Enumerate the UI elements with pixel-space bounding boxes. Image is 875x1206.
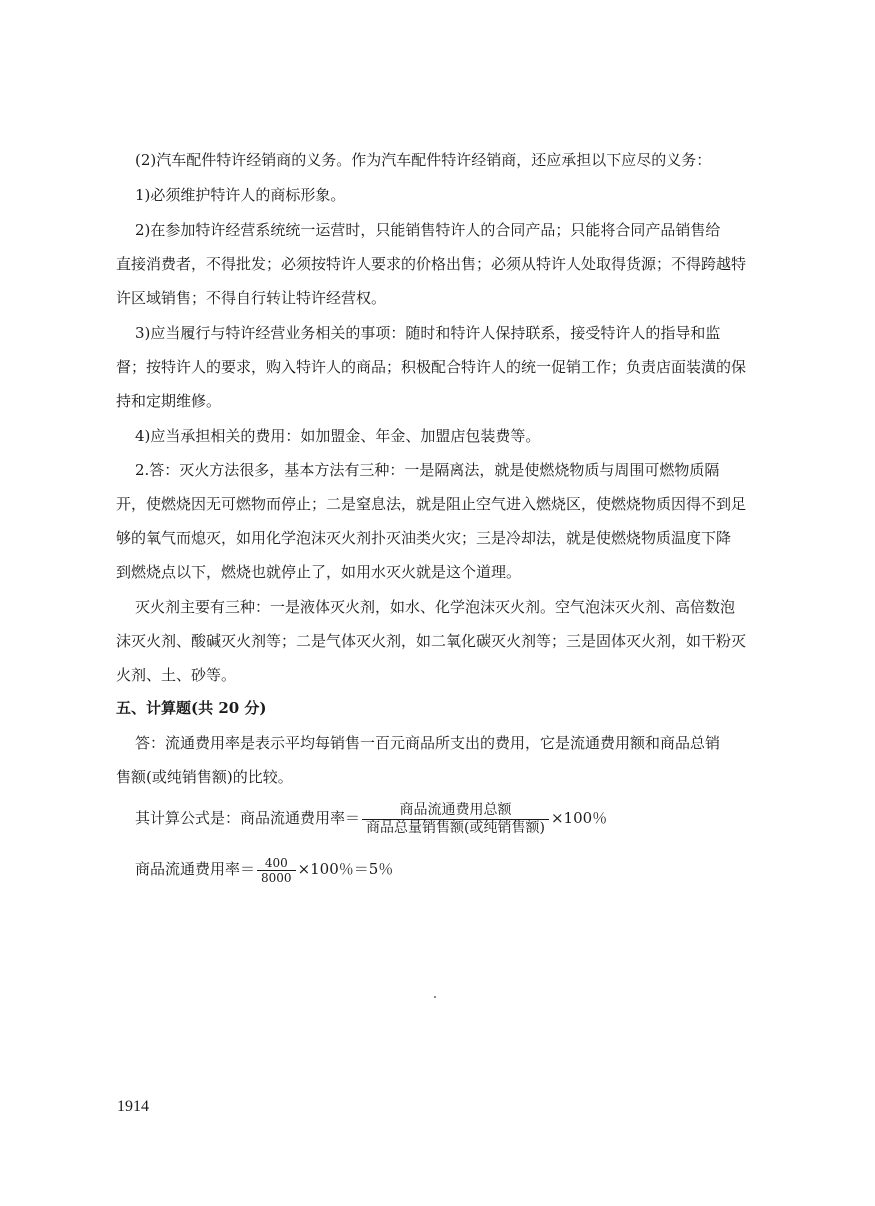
formula-numerator: 商品流通费用总额	[399, 801, 512, 818]
formula-suffix: ×100％	[550, 809, 608, 827]
formula-line	[135, 801, 607, 837]
calc-answer-line-1: 答：流通费用率是表示平均每销售一百元商品所支出的费用，它是流通费用额和商品总销	[135, 734, 721, 752]
obligation-item-1: 1)必须维护特许人的商标形象。	[135, 186, 346, 204]
agents-line-3: 火剂、土、砂等。	[116, 666, 237, 684]
answer-2-line-3: 够的氧气而熄灭，如用化学泡沫灭火剂扑灭油类火灾；三是冷却法，就是使燃烧物质温度下降	[116, 529, 732, 547]
page-number: 1914	[117, 1098, 149, 1115]
agents-line-1: 灭火剂主要有三种：一是液体灭火剂，如水、化学泡沫灭火剂。空气泡沫灭火剂、高倍数泡	[135, 598, 736, 616]
formula-denominator: 商品总量销售额(或纯销售额)	[362, 819, 549, 837]
calc-numerator: 400	[264, 855, 288, 870]
obligation-item-3-line-2: 督；按特许人的要求，购入特许人的商品；积极配合特许人的统一促销工作；负责店面装潢的保	[116, 358, 747, 376]
calc-suffix: ×100％＝5％	[297, 860, 394, 878]
formula-fraction	[362, 802, 549, 837]
answer-2-line-4: 到燃烧点以下，燃烧也就停止了，如用水灭火就是这个道理。	[116, 563, 522, 581]
obligation-item-3-line-1: 3)应当履行与特许经营业务相关的事项：随时和特许人保持联系，接受特许人的指导和监	[135, 324, 721, 342]
formula-prefix: 其计算公式是：商品流通费用率＝	[135, 809, 361, 827]
answer-2-line-2: 开，使燃烧因无可燃物而停止；二是窒息法，就是阻止空气进入燃烧区，使燃烧物质因得不到足	[116, 495, 747, 513]
agents-line-2: 沫灭火剂、酸碱灭火剂等；二是气体灭火剂，如二氧化碳灭火剂等；三是固体灭火剂，如干粉灭	[116, 632, 747, 650]
section-heading-calculation: 五、计算题(共 20 分)	[116, 699, 267, 717]
calc-denominator: 8000	[257, 870, 296, 885]
answer-2-line-1: 2.答：灭火方法很多，基本方法有三种：一是隔离法，就是使燃烧物质与周围可燃物质隔	[135, 461, 720, 479]
obligation-item-4: 4)应当承担相关的费用：如加盟金、年金、加盟店包装费等。	[135, 427, 541, 445]
scan-speck	[434, 996, 436, 998]
obligation-item-2-line-3: 许区域销售；不得自行转让特许经营权。	[116, 289, 387, 307]
obligation-item-2-line-1: 2)在参加特许经营系统统一运营时，只能销售特许人的合同产品；只能将合同产品销售给	[135, 221, 721, 239]
calc-prefix: 商品流通费用率＝	[135, 860, 256, 878]
calc-fraction	[257, 856, 296, 885]
obligation-item-2-line-2: 直接消费者，不得批发；必须按特许人要求的价格出售；必须从特许人处取得货源；不得跨越特	[116, 255, 747, 273]
calculation-line	[135, 852, 393, 886]
paragraph-obligations-intro: (2)汽车配件特许经销商的义务。作为汽车配件特许经销商，还应承担以下应尽的义务：	[135, 151, 712, 169]
obligation-item-3-line-3: 持和定期维修。	[116, 392, 222, 410]
calc-answer-line-2: 售额(或纯销售额)的比较。	[116, 768, 293, 786]
